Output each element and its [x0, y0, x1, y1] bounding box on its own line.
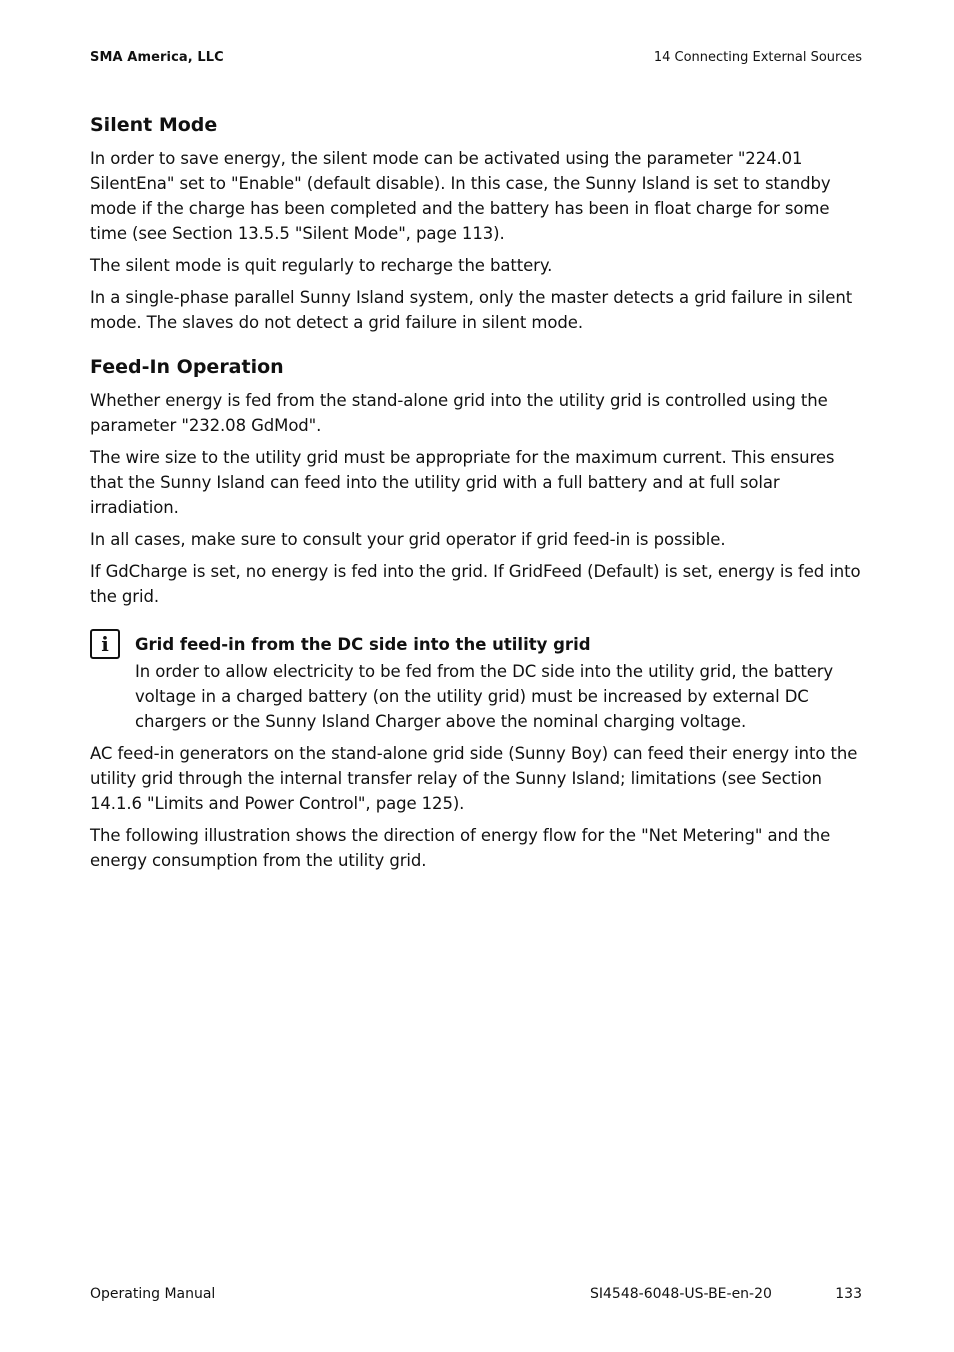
info-icon: i [90, 629, 120, 659]
info-note [90, 629, 864, 734]
note-title: Grid feed-in from the DC side into the utility grid [135, 635, 591, 654]
paragraph: In all cases, make sure to consult your grid operator if grid feed-in is possible. [90, 530, 726, 549]
header-company: SMA America, LLC [90, 50, 224, 65]
page-content [90, 112, 864, 880]
paragraph: The wire size to the utility grid must be appropriate for the maximum current. This ensures that the Sunny Island can feed into the utility grid with a full battery and at full solar irradiation. [90, 448, 835, 517]
section-heading-silent-mode: Silent Mode [90, 114, 218, 136]
paragraph: In order to save energy, the silent mode can be activated using the parameter "224.01 SilentEna" set to "Enable" (default disable). In this case, the Sunny Island is set to standby mode if the charge has been completed and the battery has been in float charge for some time (see Section 13.5.5 "Silent Mode", page 113). [90, 149, 831, 243]
page-number: 133 [835, 1286, 862, 1302]
header-chapter: 14 Connecting External Sources [653, 50, 862, 65]
footer-doc-code: SI4548-6048-US-BE-en-20 [590, 1286, 772, 1302]
note-text: In order to allow electricity to be fed from the DC side into the utility grid, the battery voltage in a charged battery (on the utility grid) must be increased by external DC chargers or the Sunny Island Charger above the nominal charging voltage. [135, 662, 834, 731]
paragraph: Whether energy is fed from the stand-alone grid into the utility grid is controlled using the parameter "232.08 GdMod". [90, 391, 828, 435]
paragraph: If GdCharge is set, no energy is fed into the grid. If GridFeed (Default) is set, energy is fed into the grid. [90, 562, 861, 606]
paragraph: The silent mode is quit regularly to recharge the battery. [90, 256, 553, 275]
footer-manual: Operating Manual [90, 1286, 216, 1302]
section-heading-feed-in-operation: Feed-In Operation [90, 356, 284, 378]
paragraph: AC feed-in generators on the stand-alone grid side (Sunny Boy) can feed their energy into the utility grid through the internal transfer relay of the Sunny Island; limitations (see Section 14.1.6 "Limits and Power Control", page 125). [90, 744, 858, 813]
paragraph: The following illustration shows the direction of energy flow for the "Net Metering" and the energy consumption from the utility grid. [90, 826, 831, 870]
paragraph: In a single-phase parallel Sunny Island system, only the master detects a grid failure in silent mode. The slaves do not detect a grid failure in silent mode. [90, 288, 853, 332]
